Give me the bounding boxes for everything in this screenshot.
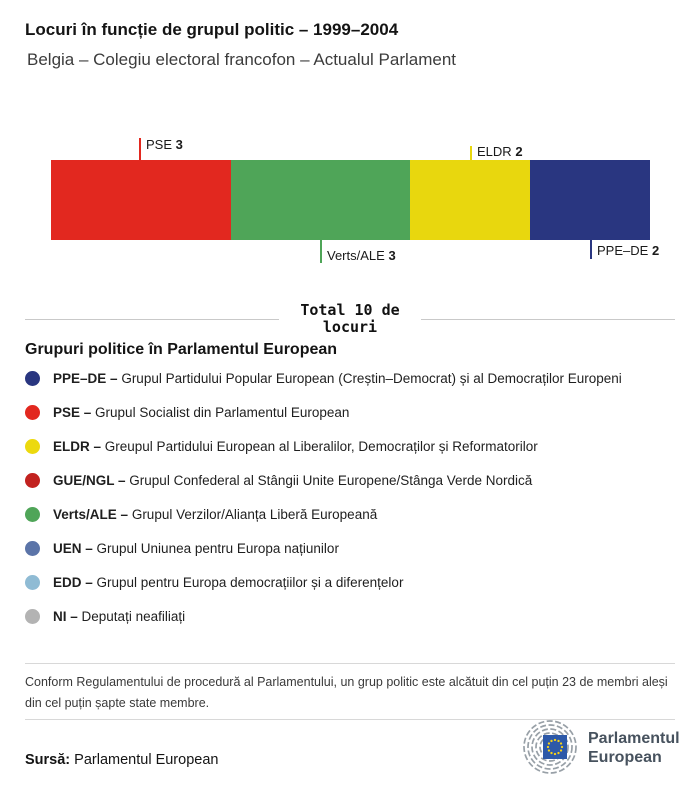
legend-heading: Grupuri politice în Parlamentul European <box>25 341 338 358</box>
group-name: ELDR – <box>53 439 102 454</box>
group-color-dot-icon <box>25 439 40 454</box>
seat-bar-segment <box>410 160 530 240</box>
group-name: GUE/NGL – <box>53 473 126 488</box>
total-seats-divider <box>25 302 675 336</box>
callout-seat-count: 2 <box>515 144 523 159</box>
divider <box>25 663 675 664</box>
divider-line-right <box>421 319 675 320</box>
seat-bar-segment <box>51 160 231 240</box>
callout-tick-verts <box>320 240 322 263</box>
legend-item <box>25 439 622 454</box>
page-title: Locuri în funcție de grupul politic – 1999–2004 <box>25 20 399 39</box>
legend-item <box>25 371 622 386</box>
group-name: EDD – <box>53 575 93 590</box>
group-name: Verts/ALE – <box>53 507 129 522</box>
callout-tick-pse <box>139 138 141 160</box>
page-subtitle: Belgia – Colegiu electoral francofon – Actualul Parlament <box>27 50 457 69</box>
callout-group-name: ELDR <box>477 144 512 159</box>
group-color-dot-icon <box>25 541 40 556</box>
callout-group-name: PPE–DE <box>597 243 649 258</box>
group-name: PPE–DE – <box>53 371 118 386</box>
callout-seat-count: 2 <box>651 243 660 258</box>
legend-item <box>25 473 622 488</box>
group-description: Grupul Verzilor/Alianța Liberă Europeană <box>131 507 378 522</box>
group-name: UEN – <box>53 541 93 556</box>
group-color-dot-icon <box>25 575 40 590</box>
callout-seat-count: 3 <box>388 248 396 263</box>
legend-item <box>25 609 622 624</box>
european-parliament-hemicycle-logo-icon <box>514 720 584 774</box>
group-color-dot-icon <box>25 405 40 420</box>
footnote-text: Conform Regulamentului de procedură al Parlamentului, un grup politic este alcătuit din cel puțin 23 de membri aleși din cel puțin șapte state membre. <box>25 675 668 710</box>
legend-item <box>25 541 622 556</box>
callout-label-verts <box>327 248 396 263</box>
seat-bar-segment <box>231 160 411 240</box>
seats-stacked-bar <box>51 160 650 240</box>
political-groups-legend <box>25 371 622 624</box>
group-description: Grupul Uniunea pentru Europa națiunilor <box>96 541 339 556</box>
source-value: Parlamentul European <box>74 752 219 768</box>
callout-tick-ppe <box>590 240 592 259</box>
divider-line-left <box>25 319 279 320</box>
group-name: NI – <box>53 609 78 624</box>
callout-seat-count: 3 <box>175 137 183 152</box>
total-seats-label: Total 10 de locuri <box>300 301 400 336</box>
seat-bar-segment <box>530 160 650 240</box>
callout-tick-eldr <box>470 146 472 160</box>
callout-group-name: Verts/ALE <box>327 248 385 263</box>
logo-line-2: European <box>588 749 662 766</box>
callout-label-eldr <box>477 144 523 159</box>
group-name: PSE – <box>53 405 92 420</box>
legend-item <box>25 405 622 420</box>
group-description: Deputați neafiliați <box>81 609 186 624</box>
group-color-dot-icon <box>25 473 40 488</box>
european-parliament-logo-text <box>588 729 680 767</box>
group-color-dot-icon <box>25 609 40 624</box>
group-description: Grupul pentru Europa democrațiilor și a diferențelor <box>96 575 404 590</box>
group-description: Grupul Confederal al Stângii Unite Europene/Stânga Verde Nordică <box>129 473 533 488</box>
group-description: Grupul Partidului Popular European (Creștin–Democrat) și al Democraților Europeni <box>121 371 622 386</box>
group-color-dot-icon <box>25 507 40 522</box>
callout-group-name: PSE <box>146 137 173 152</box>
source-label: Sursă: <box>25 752 71 768</box>
group-description: Grupul Socialist din Parlamentul European <box>95 405 350 420</box>
legend-item <box>25 507 622 522</box>
logo-line-1: Parlamentul <box>588 730 680 747</box>
group-description: Greupul Partidului European al Liberalilor, Democraților și Reformatorilor <box>104 439 538 454</box>
legend-item <box>25 575 622 590</box>
group-color-dot-icon <box>25 371 40 386</box>
callout-label-ppe <box>597 243 659 258</box>
source-line <box>25 752 218 768</box>
callout-label-pse <box>146 137 183 152</box>
